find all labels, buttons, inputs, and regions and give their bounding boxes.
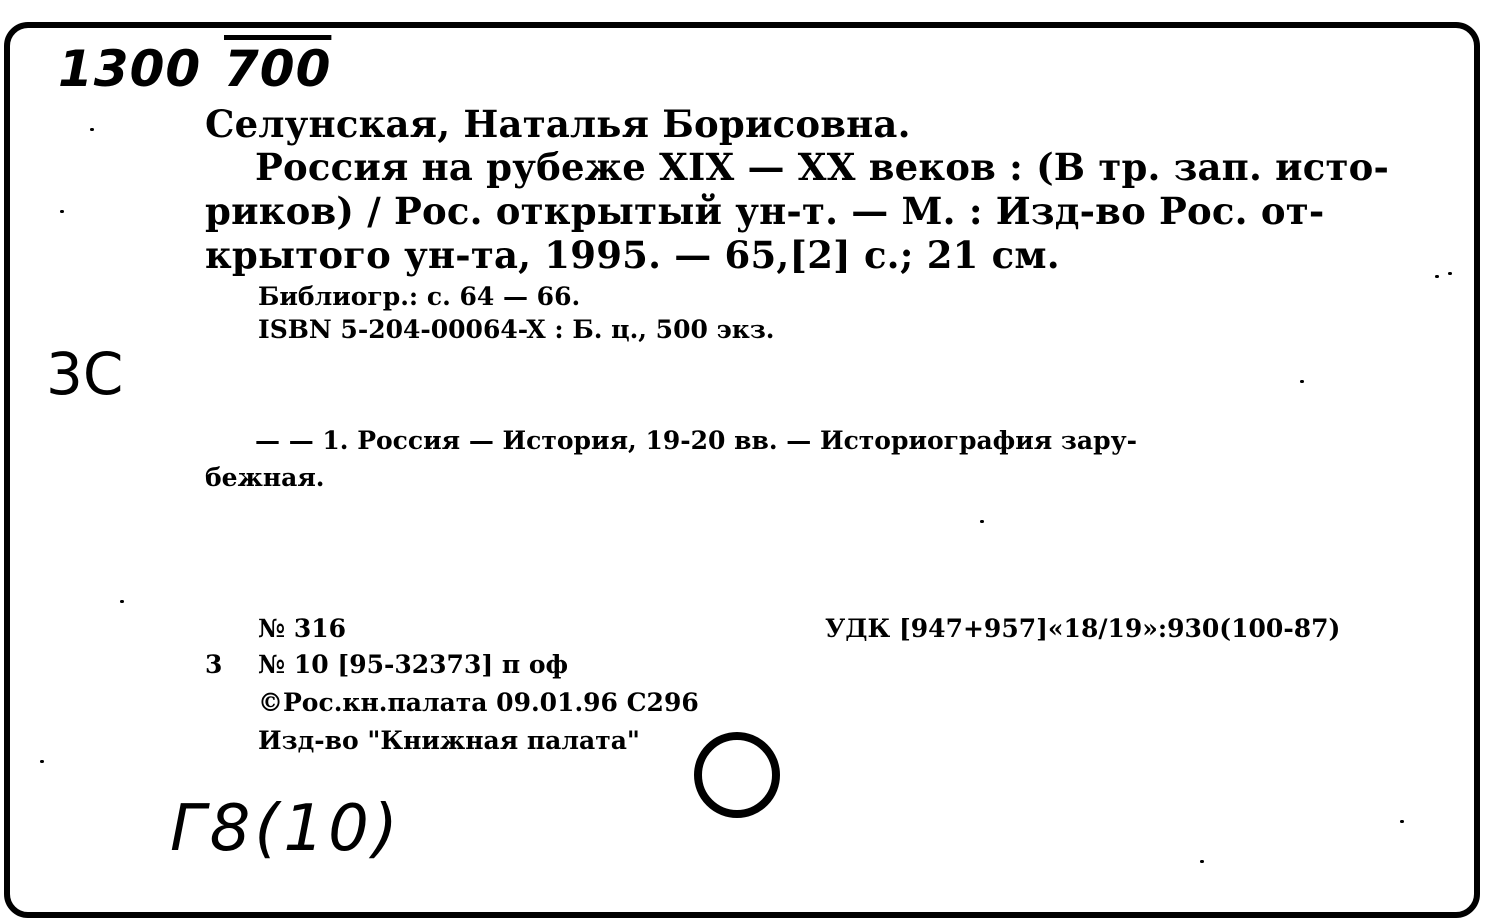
title-line-2: риков) / Рос. открытый ун-т. — М. : Изд-во Рос. от- bbox=[205, 189, 1325, 233]
title-line-1: Россия на рубеже XIX — XX веков : (В тр. зап. исто- bbox=[255, 145, 1390, 189]
speck bbox=[1435, 275, 1439, 278]
speck bbox=[120, 600, 124, 603]
handwritten-number-over: 700 bbox=[224, 40, 332, 98]
footer-line-2: № 10 [95-32373] п оф bbox=[258, 650, 569, 679]
card-punch-hole bbox=[694, 732, 780, 818]
speck bbox=[1400, 820, 1404, 823]
handwritten-number: 1300 bbox=[58, 40, 202, 98]
speck bbox=[980, 520, 984, 523]
footer-line-4: Изд-во "Книжная палата" bbox=[258, 726, 640, 755]
bibliography-note: Библиогр.: с. 64 — 66. bbox=[258, 282, 581, 311]
speck bbox=[40, 760, 44, 763]
author-heading: Селунская, Наталья Борисовна. bbox=[205, 102, 911, 146]
speck bbox=[1200, 860, 1204, 863]
speck bbox=[1448, 272, 1452, 275]
footer-prefix: 3 bbox=[205, 650, 223, 679]
speck bbox=[90, 128, 94, 131]
handwritten-bottom-mark: Г8(10) bbox=[170, 792, 402, 866]
title-line-3: крытого ун-та, 1995. — 65,[2] с.; 21 см. bbox=[205, 233, 1060, 277]
handwritten-side-mark: 3С bbox=[46, 340, 124, 408]
card-number: № 316 bbox=[258, 614, 347, 643]
udk-code: УДК [947+957]«18/19»:930(100-87) bbox=[825, 614, 1341, 643]
subject-line-1: — — 1. Россия — История, 19-20 вв. — Историография зару- bbox=[255, 426, 1137, 455]
speck bbox=[1300, 380, 1304, 383]
isbn-note: ISBN 5-204-00064-X : Б. ц., 500 экз. bbox=[258, 315, 775, 344]
speck bbox=[60, 210, 64, 213]
subject-line-2: бежная. bbox=[205, 463, 325, 492]
footer-line-3: ©Рос.кн.палата 09.01.96 С296 bbox=[258, 688, 699, 717]
